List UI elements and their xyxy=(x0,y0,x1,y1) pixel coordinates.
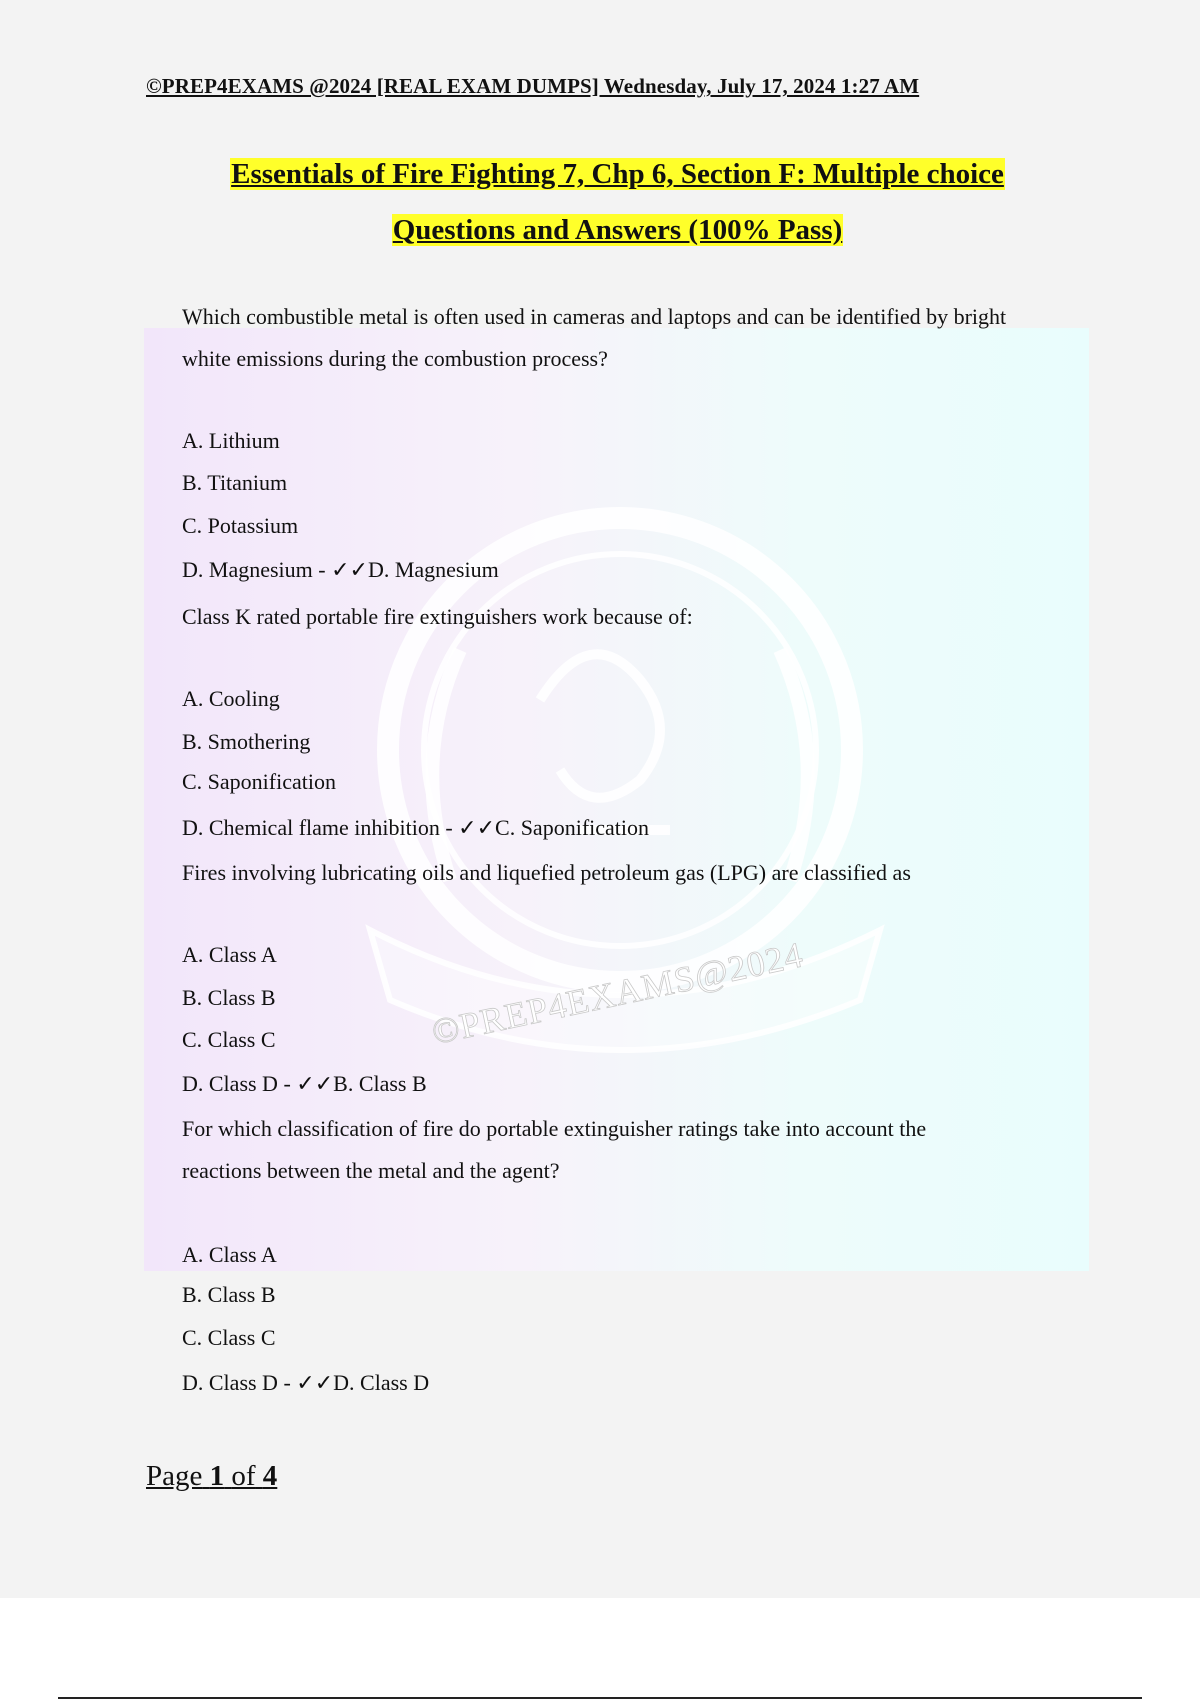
question-2-option-b: B. Smothering xyxy=(182,729,311,754)
page-word: Page xyxy=(146,1460,203,1492)
question-1-option-d-answer: D. Magnesium - ✓✓D. Magnesium xyxy=(182,557,499,582)
question-4-option-c: C. Class C xyxy=(182,1325,276,1350)
question-4-option-a: A. Class A xyxy=(182,1242,277,1267)
question-4-line-2: reactions between the metal and the agent? xyxy=(182,1158,560,1183)
question-3-option-a: A. Class A xyxy=(182,942,277,967)
question-2-option-c: C. Saponification xyxy=(182,769,336,794)
of-word: of xyxy=(231,1460,256,1492)
current-page: 1 xyxy=(209,1460,225,1492)
total-pages: 4 xyxy=(262,1460,278,1492)
question-1-option-c: C. Potassium xyxy=(182,513,299,538)
question-3-option-c: C. Class C xyxy=(182,1027,276,1052)
title-line-2: Questions and Answers (100% Pass) xyxy=(392,214,843,246)
question-1-line-2: white emissions during the combustion process? xyxy=(182,346,608,371)
question-2-option-a: A. Cooling xyxy=(182,686,280,711)
question-1-line-1: Which combustible metal is often used in cameras and laptops and can be identified by bright xyxy=(182,304,1007,329)
question-3-line-1: Fires involving lubricating oils and liquefied petroleum gas (LPG) are classified as xyxy=(182,860,911,885)
title-line-1: Essentials of Fire Fighting 7, Chp 6, Section F: Multiple choice xyxy=(231,158,1004,190)
question-1-option-b: B. Titanium xyxy=(182,470,288,495)
question-2-option-d-answer: D. Chemical flame inhibition - ✓✓C. Saponification xyxy=(182,815,650,840)
question-3-option-d-answer: D. Class D - ✓✓B. Class B xyxy=(182,1071,427,1096)
document-title xyxy=(0,146,1200,258)
question-4-line-1: For which classification of fire do portable extinguisher ratings take into account the xyxy=(182,1116,927,1141)
watermark-text: ©PREP4EXAMS@2024 xyxy=(428,934,807,1053)
question-3-option-b: B. Class B xyxy=(182,985,276,1010)
document-header: ©PREP4EXAMS @2024 [REAL EXAM DUMPS] Wednesday, July 17, 2024 1:27 AM xyxy=(146,74,920,98)
bottom-divider xyxy=(58,1697,1142,1699)
page-number xyxy=(146,1460,277,1493)
question-4-option-b: B. Class B xyxy=(182,1282,276,1307)
question-1-option-a: A. Lithium xyxy=(182,428,280,453)
question-4-option-d-answer: D. Class D - ✓✓D. Class D xyxy=(182,1370,430,1395)
watermark-seal xyxy=(340,500,900,1080)
question-2-line-1: Class K rated portable fire extinguishers work because of: xyxy=(182,604,693,629)
